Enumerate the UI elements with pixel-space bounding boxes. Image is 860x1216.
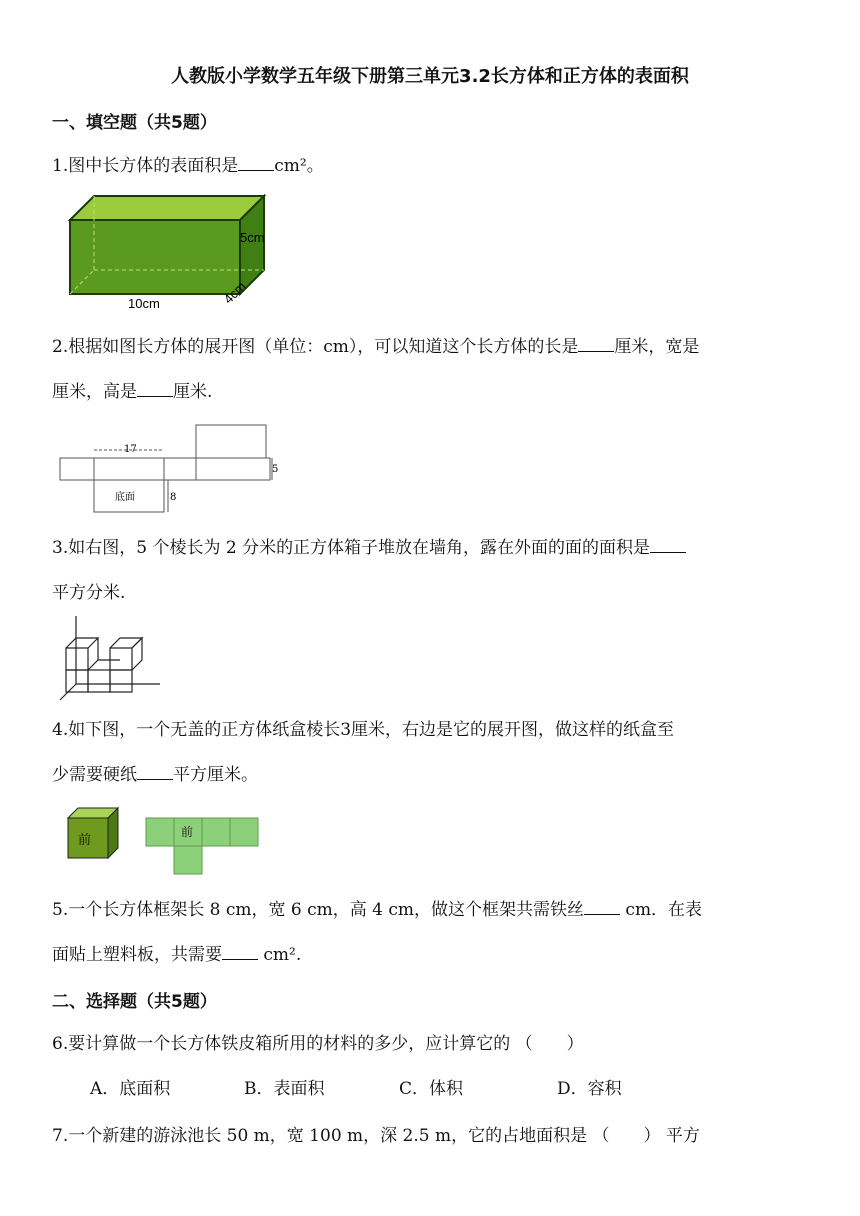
q4-text-a: 少需要硬纸 (52, 765, 137, 785)
question-3-line-2: 平方分米. (52, 583, 126, 603)
question-5-line-2 (52, 943, 301, 967)
question-2-line-1 (52, 335, 699, 359)
question-4-line-2 (52, 763, 258, 787)
bottom-face-label: 底面 (115, 492, 135, 503)
cube-top (88, 660, 120, 670)
q6-option-c[interactable]: C．体积 (399, 1079, 464, 1099)
cuboid-top-face (70, 196, 264, 220)
cube-side (132, 638, 142, 670)
section-fill-blank-heading: 一、填空题（共5题） (52, 113, 217, 133)
question-2-line-2 (52, 380, 212, 404)
q1-answer-blank[interactable] (238, 154, 274, 171)
q4-answer-blank[interactable] (137, 763, 173, 780)
q3-answer-blank[interactable] (650, 536, 686, 553)
question-4-line-1: 4.如下图，一个无盖的正方体纸盒棱长3厘米，右边是它的展开图，做这样的纸盒至 (52, 720, 675, 740)
question-3-line-1 (52, 536, 686, 560)
net-face (230, 818, 258, 846)
q5-area-blank[interactable] (222, 943, 258, 960)
net-top-face (196, 425, 266, 458)
q3-stacked-cubes-figure (56, 612, 166, 704)
q4-text-b: 平方厘米。 (173, 765, 258, 785)
q2-net-figure (58, 420, 298, 524)
q2-text-d: 厘米. (173, 382, 213, 402)
q4-box-and-net-figure (66, 804, 266, 878)
len-label: 17 (124, 444, 137, 455)
q2-text-c: 厘米，高是 (52, 382, 137, 402)
cube (110, 648, 132, 670)
q2-length-blank[interactable] (578, 335, 614, 352)
width-label: 8 (170, 492, 177, 503)
cuboid-front-face (70, 220, 240, 294)
width-label: 4cm (220, 278, 249, 307)
q5-text-c: 面贴上塑料板，共需要 (52, 945, 222, 965)
cube-top (66, 638, 98, 648)
q2-text-b: 厘米，宽是 (614, 337, 700, 357)
net-face (146, 818, 174, 846)
length-label: 10cm (128, 296, 160, 310)
height-label: 5cm (240, 230, 265, 245)
height-label: 5 (272, 464, 279, 475)
net-face-bottom (174, 846, 202, 874)
question-1 (52, 154, 324, 178)
q2-text-a: 2.根据如图长方体的展开图（单位：cm），可以知道这个长方体的长是 (52, 337, 579, 357)
q6-option-b[interactable]: B．表面积 (244, 1079, 325, 1099)
cube (110, 670, 132, 692)
q6-options (90, 1077, 622, 1101)
net-front-label: 前 (181, 825, 194, 839)
q1-text-a: 1.图中长方体的表面积是 (52, 156, 239, 176)
q3-text-a: 3.如右图，5 个棱长为 2 分米的正方体箱子堆放在墙角，露在外面的面的面积是 (52, 538, 651, 558)
question-7: 7.一个新建的游泳池长 50 m，宽 100 m，深 2.5 m，它的占地面积是 （ ） 平方 (52, 1126, 700, 1146)
net-face (202, 818, 230, 846)
q5-wire-blank[interactable] (584, 898, 620, 915)
q2-height-blank[interactable] (137, 380, 173, 397)
question-5-line-1 (52, 898, 702, 922)
q5-text-b: cm．在表 (620, 900, 703, 920)
box-front-label: 前 (78, 833, 92, 848)
q5-text-d: cm². (258, 945, 302, 965)
q1-text-b: cm²。 (274, 156, 324, 176)
cube (66, 648, 88, 670)
q5-text-a: 5.一个长方体框架长 8 cm，宽 6 cm，高 4 cm，做这个框架共需铁丝 (52, 900, 585, 920)
q6-option-a[interactable]: A．底面积 (90, 1079, 171, 1099)
cube (88, 670, 110, 692)
question-6: 6.要计算做一个长方体铁皮箱所用的材料的多少，应计算它的 （ ） (52, 1034, 584, 1054)
page-title: 人教版小学数学五年级下册第三单元3.2长方体和正方体的表面积 (171, 66, 689, 87)
q1-cuboid-figure (64, 192, 284, 310)
net-strip (60, 458, 270, 480)
q6-option-d[interactable]: D．容积 (557, 1079, 622, 1099)
section-choice-heading: 二、选择题（共5题） (52, 992, 217, 1012)
cube (66, 670, 88, 692)
